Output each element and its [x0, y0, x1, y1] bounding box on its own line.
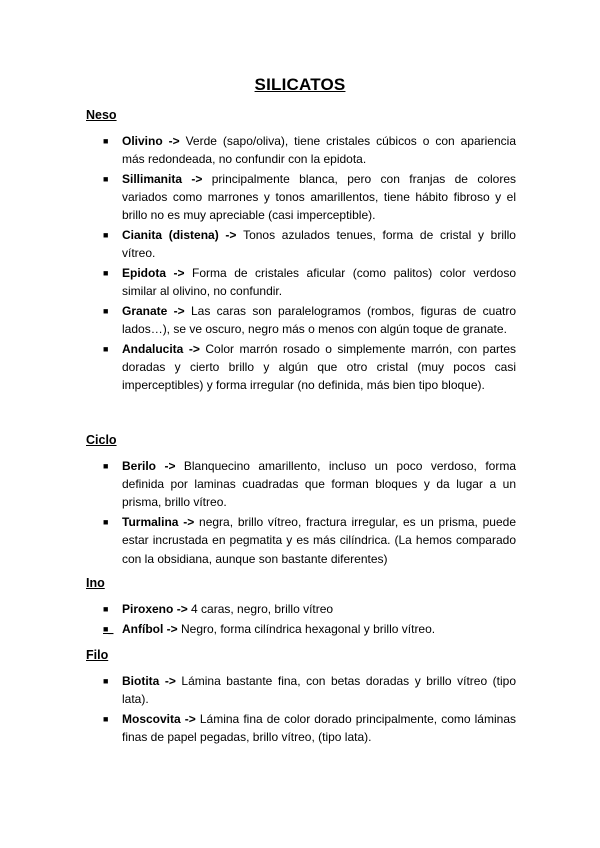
section-ciclo [86, 433, 516, 569]
bullet-icon: ■ [103, 604, 109, 614]
mineral-list [86, 132, 516, 394]
mineral-name: Epidota [122, 265, 166, 280]
list-item: ■ Epidota -> Forma de cristales aficular (como palitos) color verdoso similar al olivino, no confundir. [103, 265, 516, 299]
mineral-list [86, 672, 516, 746]
mineral-name: Olivino [122, 134, 163, 148]
mineral-description: Lámina bastante fina, con betas doradas y brillo vítreo (tipo lata). [122, 674, 516, 707]
list-item: ■ Andalucita -> Color marrón rosado o simplemente marrón, con partes doradas y cierto brillo y algún que otro cristal (muy pocos casi imperceptibles) y forma irregular (no definida, más bien tipo bloque). [103, 341, 516, 393]
mineral-description: Blanquecino amarillento, incluso un poco verdoso, forma definida por laminas cuadradas que forman bloques y da lugar a un prisma, brillo vítreo. [122, 459, 516, 510]
bullet-icon: ■ [103, 713, 109, 724]
document-title: SILICATOS [254, 75, 346, 94]
list-item: ■ Piroxeno -> 4 caras, negro, brillo vítreo [86, 600, 516, 618]
section-neso [86, 108, 516, 396]
bullet-icon: ■ [103, 305, 109, 316]
bullet-icon: ■ [103, 173, 109, 184]
bullet-icon: ■ [103, 343, 109, 354]
mineral-description: Verde (sapo/oliva), tiene cristales cúbicos o con apariencia más redondeada, no confundir con la epidota. [122, 134, 516, 167]
section-ino [86, 576, 516, 639]
mineral-name: Berilo [122, 459, 157, 473]
mineral-description: Negro, forma cilíndrica hexagonal y brillo vítreo. [181, 621, 436, 636]
mineral-name: Sillimanita [122, 171, 183, 186]
list-item: ■ Cianita (distena) -> Tonos azulados tenues, forma de cristal y brillo vítreo. [103, 228, 516, 261]
bullet-icon: ■ [103, 230, 109, 241]
mineral-name: Moscovita [122, 711, 181, 726]
list-item: ■ Olivino -> Verde (sapo/oliva), tiene cristales cúbicos o con apariencia más redondeada, no confundir con la epidota. [103, 134, 516, 167]
mineral-name: Granate [122, 303, 168, 318]
mineral-description: Lámina fina de color dorado principalmente, como láminas finas de papel pegadas, brillo vítreo, (tipo lata). [122, 711, 516, 745]
mineral-name: Biotita [122, 674, 160, 688]
mineral-name: Cianita (distena) [122, 228, 219, 243]
list-item: ■ Sillimanita -> principalmente blanca, pero con franjas de colores variados como marrones y tonos amarillentos, tiene hábito fibroso y el brillo no es muy apreciable (casi imperceptible). [103, 171, 517, 223]
mineral-description: Tonos azulados tenues, forma de cristal y brillo vítreo. [122, 228, 516, 261]
section-filo [86, 648, 516, 748]
mineral-list [86, 600, 516, 638]
mineral-name: Anfíbol [122, 621, 164, 636]
list-item: ■ Turmalina -> negra, brillo vítreo, fractura irregular, es un prisma, puede estar incrustada en pegmatita y es más cilíndrica. (La hemos comparado con la obsidiana, aunque son bastante diferentes) [103, 515, 516, 566]
bullet-icon: ■ [103, 267, 109, 278]
mineral-list [86, 457, 516, 568]
section-heading: Filo [86, 648, 109, 662]
list-item: ■ Granate -> Las caras son paralelogramos (rombos, figuras de cuatro lados…), se ve oscuro, negro más o menos con algún toque de granate. [103, 303, 517, 337]
mineral-name: Piroxeno [122, 602, 174, 616]
list-item: ■ Moscovita -> Lámina fina de color dorado principalmente, como láminas finas de papel pegadas, brillo vítreo, (tipo lata). [103, 711, 516, 745]
mineral-description: Forma de cristales aficular (como palitos) color verdoso similar al olivino, no confundir. [122, 265, 516, 299]
bullet-icon: ■ [103, 461, 109, 471]
list-item: ■ Berilo -> Blanquecino amarillento, incluso un poco verdoso, forma definida por laminas cuadradas que forman bloques y da lugar a un prisma, brillo vítreo. [103, 459, 516, 510]
mineral-description: Las caras son paralelogramos (rombos, figuras de cuatro lados…), se ve oscuro, negro más o menos con algún toque de granate. [122, 303, 517, 337]
section-heading: Ino [86, 576, 105, 590]
bullet-icon: ■_ [103, 623, 114, 634]
mineral-name: Turmalina [122, 515, 179, 530]
list-item: ■_ Anfíbol -> Negro, forma cilíndrica hexagonal y brillo vítreo. [86, 620, 516, 638]
bullet-icon: ■ [103, 517, 109, 528]
mineral-description: negra, brillo vítreo, fractura irregular, es un prisma, puede estar incrustada en pegmatita y es más cilíndrica. (La hemos comparado con la obsidiana, aunque son bastante diferentes) [122, 515, 516, 566]
mineral-name: Andalucita [122, 341, 184, 356]
mineral-description: Color marrón rosado o simplemente marrón, con partes doradas y cierto brillo y algún que otro cristal (muy pocos casi imperceptibles) y forma irregular (no definida, más bien tipo bloque). [122, 341, 516, 393]
mineral-description: principalmente blanca, pero con franjas de colores variados como marrones y tonos amarillentos, tiene hábito fibroso y el brillo no es muy apreciable (casi imperceptible). [122, 171, 517, 223]
mineral-description: 4 caras, negro, brillo vítreo [191, 602, 334, 616]
list-item: ■ Biotita -> Lámina bastante fina, con betas doradas y brillo vítreo (tipo lata). [103, 674, 516, 707]
bullet-icon: ■ [103, 136, 109, 146]
bullet-icon: ■ [103, 676, 109, 686]
section-heading: Ciclo [86, 433, 117, 447]
section-heading: Neso [86, 108, 117, 122]
